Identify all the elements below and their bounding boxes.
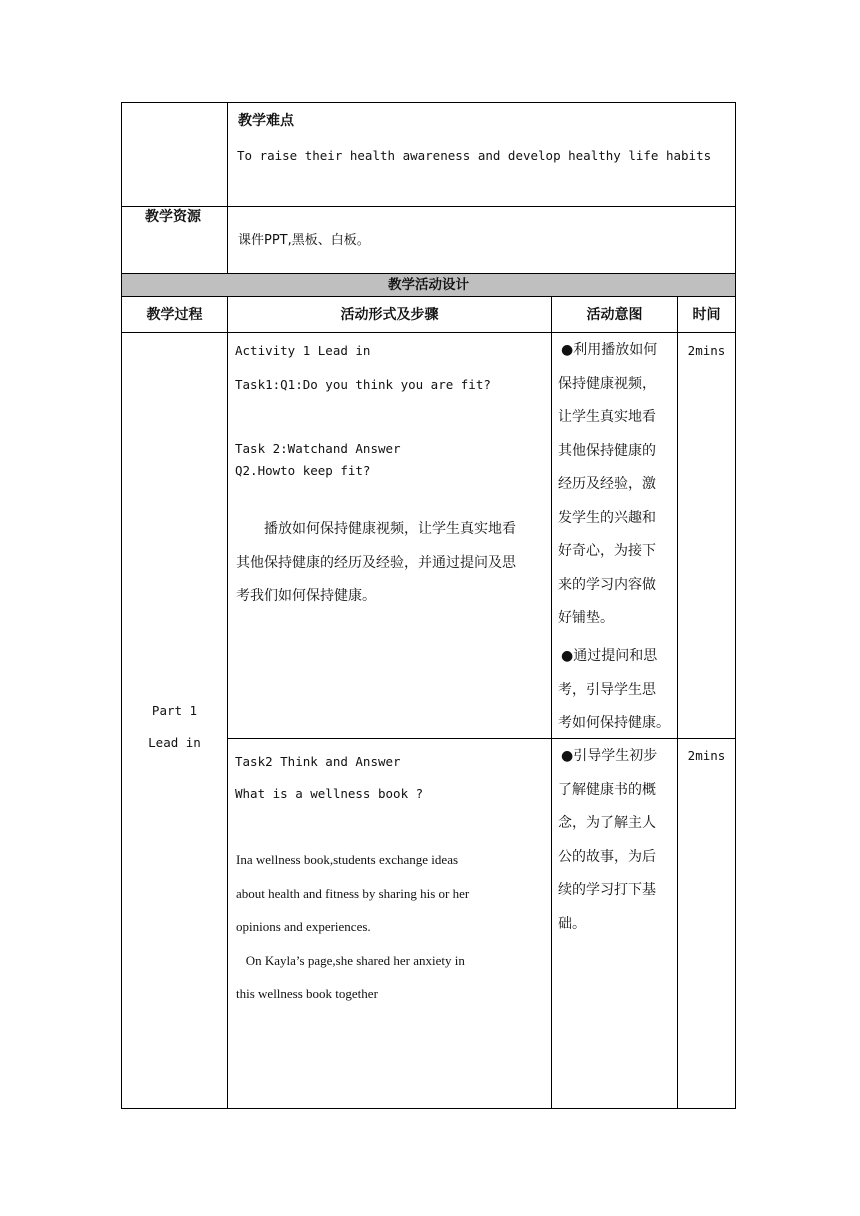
border-after-resources bbox=[121, 273, 736, 274]
part-label-line1: Part 1 bbox=[151, 703, 198, 718]
difficulty-content: To raise their health awareness and develop healthy life habits bbox=[237, 148, 712, 163]
row1-purpose-line: ●利用播放如何 bbox=[561, 342, 658, 358]
row1-description-line: 考我们如何保持健康。 bbox=[236, 588, 376, 604]
row1-purpose-line: 好奇心，为接下 bbox=[558, 543, 656, 559]
border-top bbox=[121, 102, 736, 103]
header-purpose: 活动意图 bbox=[586, 307, 643, 323]
row1-q2: Q2.Howto keep fit? bbox=[235, 463, 371, 478]
row1-purpose-2 bbox=[558, 640, 676, 741]
row2-question: What is a wellness book ? bbox=[235, 786, 424, 801]
row2-text-line: about health and fitness by sharing his or her bbox=[236, 885, 470, 901]
border-left bbox=[121, 102, 122, 1109]
row1-purpose-line: 经历及经验，激 bbox=[558, 476, 656, 492]
header-steps: 活动形式及步骤 bbox=[340, 307, 439, 323]
border-bottom bbox=[121, 1108, 736, 1109]
row2-task: Task2 Think and Answer bbox=[235, 754, 401, 769]
row2-purpose-line: 础。 bbox=[558, 915, 586, 932]
border-right bbox=[735, 102, 736, 1109]
border-after-difficulty bbox=[121, 206, 736, 207]
row2-text-line: On Kayla’s page,she shared her anxiety in bbox=[236, 952, 465, 968]
row2-purpose-line: 续的学习打下基 bbox=[558, 882, 656, 898]
border-col2 bbox=[551, 296, 552, 1109]
row1-purpose-line: 好铺垫。 bbox=[558, 610, 614, 626]
border-after-headers bbox=[121, 332, 736, 333]
row2-purpose-line: 念，为了解主人 bbox=[558, 815, 656, 831]
row1-purpose-line: 发学生的兴趣和 bbox=[558, 509, 656, 526]
row1-purpose-line: 来的学习内容做 bbox=[558, 576, 656, 593]
row2-text-line: opinions and experiences. bbox=[236, 919, 371, 934]
row1-purpose-2-line: 考，引导学生思 bbox=[558, 681, 656, 698]
row1-description-line: 其他保持健康的经历及经验，并通过提问及思 bbox=[236, 554, 516, 571]
border-col1-bottom bbox=[227, 296, 228, 1109]
difficulty-label: 教学难点 bbox=[238, 113, 294, 129]
row1-task2: Task 2:Watchand Answer bbox=[235, 441, 401, 456]
header-time: 时间 bbox=[692, 307, 721, 323]
row1-description bbox=[236, 513, 516, 614]
row2-text-line: this wellness book together bbox=[236, 986, 378, 1001]
section-title: 教学活动设计 bbox=[388, 277, 469, 293]
header-process: 教学过程 bbox=[146, 307, 203, 323]
row1-purpose-line: 其他保持健康的 bbox=[558, 442, 656, 459]
resources-content: 课件PPT,黑板、白板。 bbox=[238, 233, 370, 248]
border-after-section bbox=[121, 296, 736, 297]
border-col3 bbox=[677, 296, 678, 1109]
row1-purpose-2-line: ●通过提问和思 bbox=[561, 648, 658, 664]
part-label-line2: Lead in bbox=[148, 735, 201, 750]
row2-purpose-line: 公的故事，为后 bbox=[558, 848, 656, 865]
row1-activity: Activity 1 Lead in bbox=[235, 343, 371, 358]
row1-task1: Task1:Q1:Do you think you are fit? bbox=[235, 377, 491, 392]
row2-text-line: Ina wellness book,students exchange ideas bbox=[236, 852, 459, 867]
row2-purpose bbox=[558, 740, 676, 941]
row2-purpose-line: 了解健康书的概 bbox=[558, 781, 656, 798]
row1-purpose-line: 保持健康视频， bbox=[558, 375, 656, 392]
row2-purpose-line: ●引导学生初步 bbox=[561, 748, 658, 764]
row1-purpose-line: 让学生真实地看 bbox=[558, 409, 656, 425]
row1-time: 2mins bbox=[687, 343, 726, 358]
row1-purpose bbox=[558, 334, 676, 636]
row1-purpose-2-line: 考如何保持健康。 bbox=[558, 715, 670, 731]
resources-label: 教学资源 bbox=[145, 209, 201, 225]
row1-description-line: 播放如何保持健康视频，让学生真实地看 bbox=[264, 521, 516, 537]
row2-time: 2mins bbox=[687, 748, 726, 763]
row2-text bbox=[236, 843, 469, 1011]
border-col1-top bbox=[227, 102, 228, 274]
